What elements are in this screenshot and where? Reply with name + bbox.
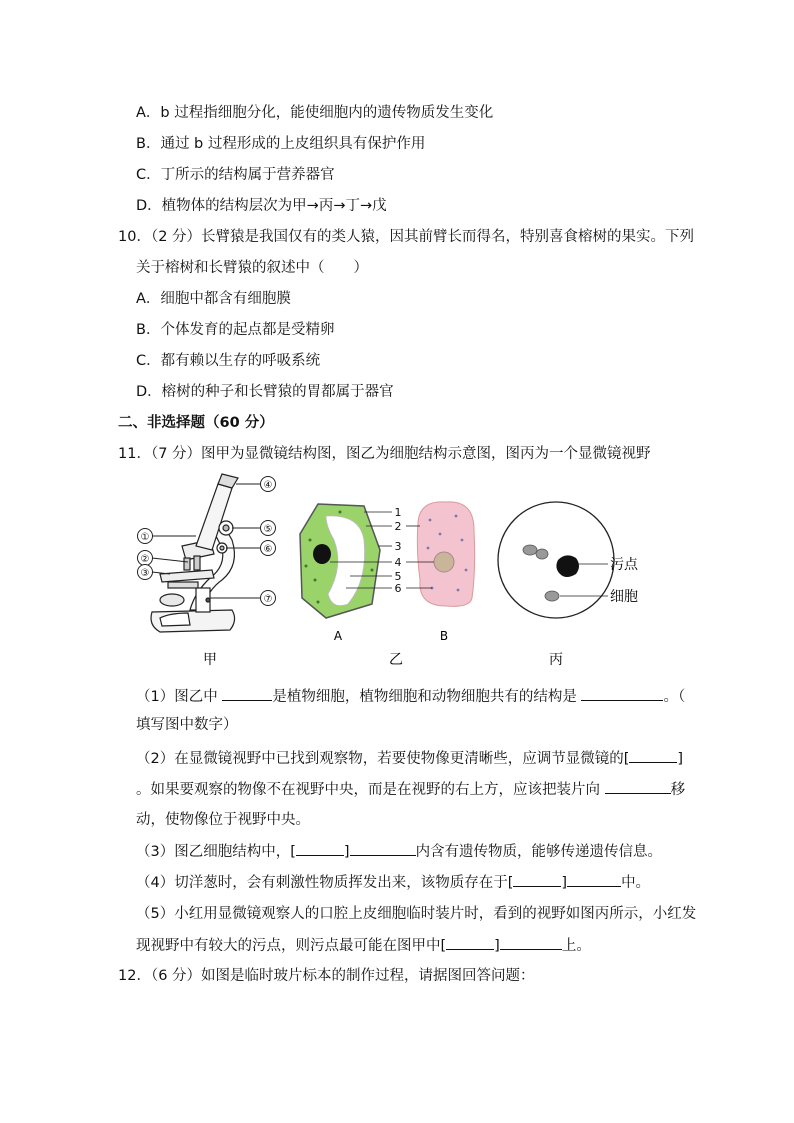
scope-label-5: ⑤ (263, 524, 273, 535)
answer-blank[interactable] (629, 748, 677, 763)
q11-part2-cont2: 动，使物像位于视野中央。 (136, 812, 310, 828)
q10-option-b: B．个体发育的起点都是受精卵 (136, 322, 335, 338)
answer-blank[interactable] (605, 779, 671, 794)
q11-stem: 11．（7 分）图甲为显微镜结构图，图乙为细胞结构示意图，图丙为一个显微镜视野 (118, 446, 651, 462)
cell-b-label: B (439, 629, 449, 643)
cell-label-5: 5 (394, 570, 402, 583)
q10-stem-line1: 10．（2 分）长臂猿是我国仅有的类人猿，因其前臂长而得名，特别喜食榕树的果实。下列 (118, 229, 695, 245)
cell-label-4: 4 (394, 556, 402, 569)
q10-option-c: C．都有赖以生存的呼吸系统 (136, 353, 321, 369)
q11-part4: （4）切洋葱时，会有刺激性物质挥发出来，该物质存在于[ ] 中。 (136, 872, 650, 893)
section-title: 二、非选择题（60 分） (118, 415, 274, 431)
cell-label-2: 2 (394, 520, 402, 533)
q11-part5-cont: 现视野中有较大的污点，则污点最可能在图甲中[ ] 上。 (136, 935, 591, 956)
q11-part2-cont: 。如果要观察的物像不在视野中央，而是在视野的右上方，应该把装片向 移 (136, 779, 685, 800)
figure-jia-label: 甲 (203, 652, 217, 668)
q11-part1-cont: 填写图中数字） (136, 717, 238, 733)
q9-option-c: C．丁所示的结构属于营养器官 (136, 167, 335, 183)
figure-yi-label: 乙 (389, 652, 403, 668)
scope-label-6: ⑥ (263, 544, 273, 555)
scope-label-7: ⑦ (263, 594, 273, 605)
answer-blank[interactable] (446, 935, 494, 950)
answer-blank[interactable] (296, 841, 344, 856)
answer-blank[interactable] (500, 935, 562, 950)
q10-option-a: A．细胞中都含有细胞膜 (136, 291, 291, 307)
plant-cell-drawing (300, 504, 380, 618)
answer-blank[interactable] (350, 841, 416, 856)
scope-label-1: ① (140, 532, 150, 543)
answer-blank[interactable] (567, 872, 621, 887)
q12-stem: 12．（6 分）如图是临时玻片标本的制作过程，请据图回答问题： (118, 968, 535, 984)
q11-part3: （3）图乙细胞结构中，[ ] 内含有遗传物质，能够传递遗传信息。 (136, 841, 662, 862)
q11-part1: （1）图乙中 是植物细胞，植物细胞和动物细胞共有的结构是 。（ (136, 686, 685, 707)
q11-part2: （2）在显微镜视野中已找到观察物，若要使物像更清晰些，应调节显微镜的[ ] (136, 748, 683, 769)
scope-label-4: ④ (263, 480, 273, 491)
cell-label: 细胞 (610, 589, 638, 605)
q11-figure (0, 470, 794, 670)
cell-label-1: 1 (394, 506, 402, 519)
stain-label: 污点 (610, 557, 638, 573)
answer-blank[interactable] (581, 686, 663, 701)
cell-a-label: A (333, 629, 343, 643)
cell-label-3: 3 (394, 540, 402, 553)
q9-option-a: A．b 过程指细胞分化，能使细胞内的遗传物质发生变化 (136, 105, 494, 121)
q10-option-d: D．榕树的种子和长臂猿的胃都属于器官 (136, 384, 394, 400)
answer-blank[interactable] (513, 872, 561, 887)
q10-stem-line2: 关于榕树和长臂猿的叙述中（ ） (136, 260, 368, 276)
microscope-drawing (151, 474, 238, 632)
q11-part5: （5）小红用显微镜观察人的口腔上皮细胞临时装片时，看到的视野如图丙所示，小红发 (136, 906, 697, 922)
figure-bing-label: 丙 (549, 652, 563, 668)
q9-option-b: B．通过 b 过程形成的上皮组织具有保护作用 (136, 136, 426, 152)
answer-blank[interactable] (222, 686, 272, 701)
cell-label-6: 6 (394, 582, 402, 595)
animal-cell-drawing (417, 502, 474, 606)
q9-option-d: D．植物体的结构层次为甲→丙→丁→戊 (136, 198, 387, 214)
scope-label-2: ② (140, 554, 150, 565)
scope-label-3: ③ (140, 568, 150, 579)
field-of-view-drawing (498, 502, 614, 618)
